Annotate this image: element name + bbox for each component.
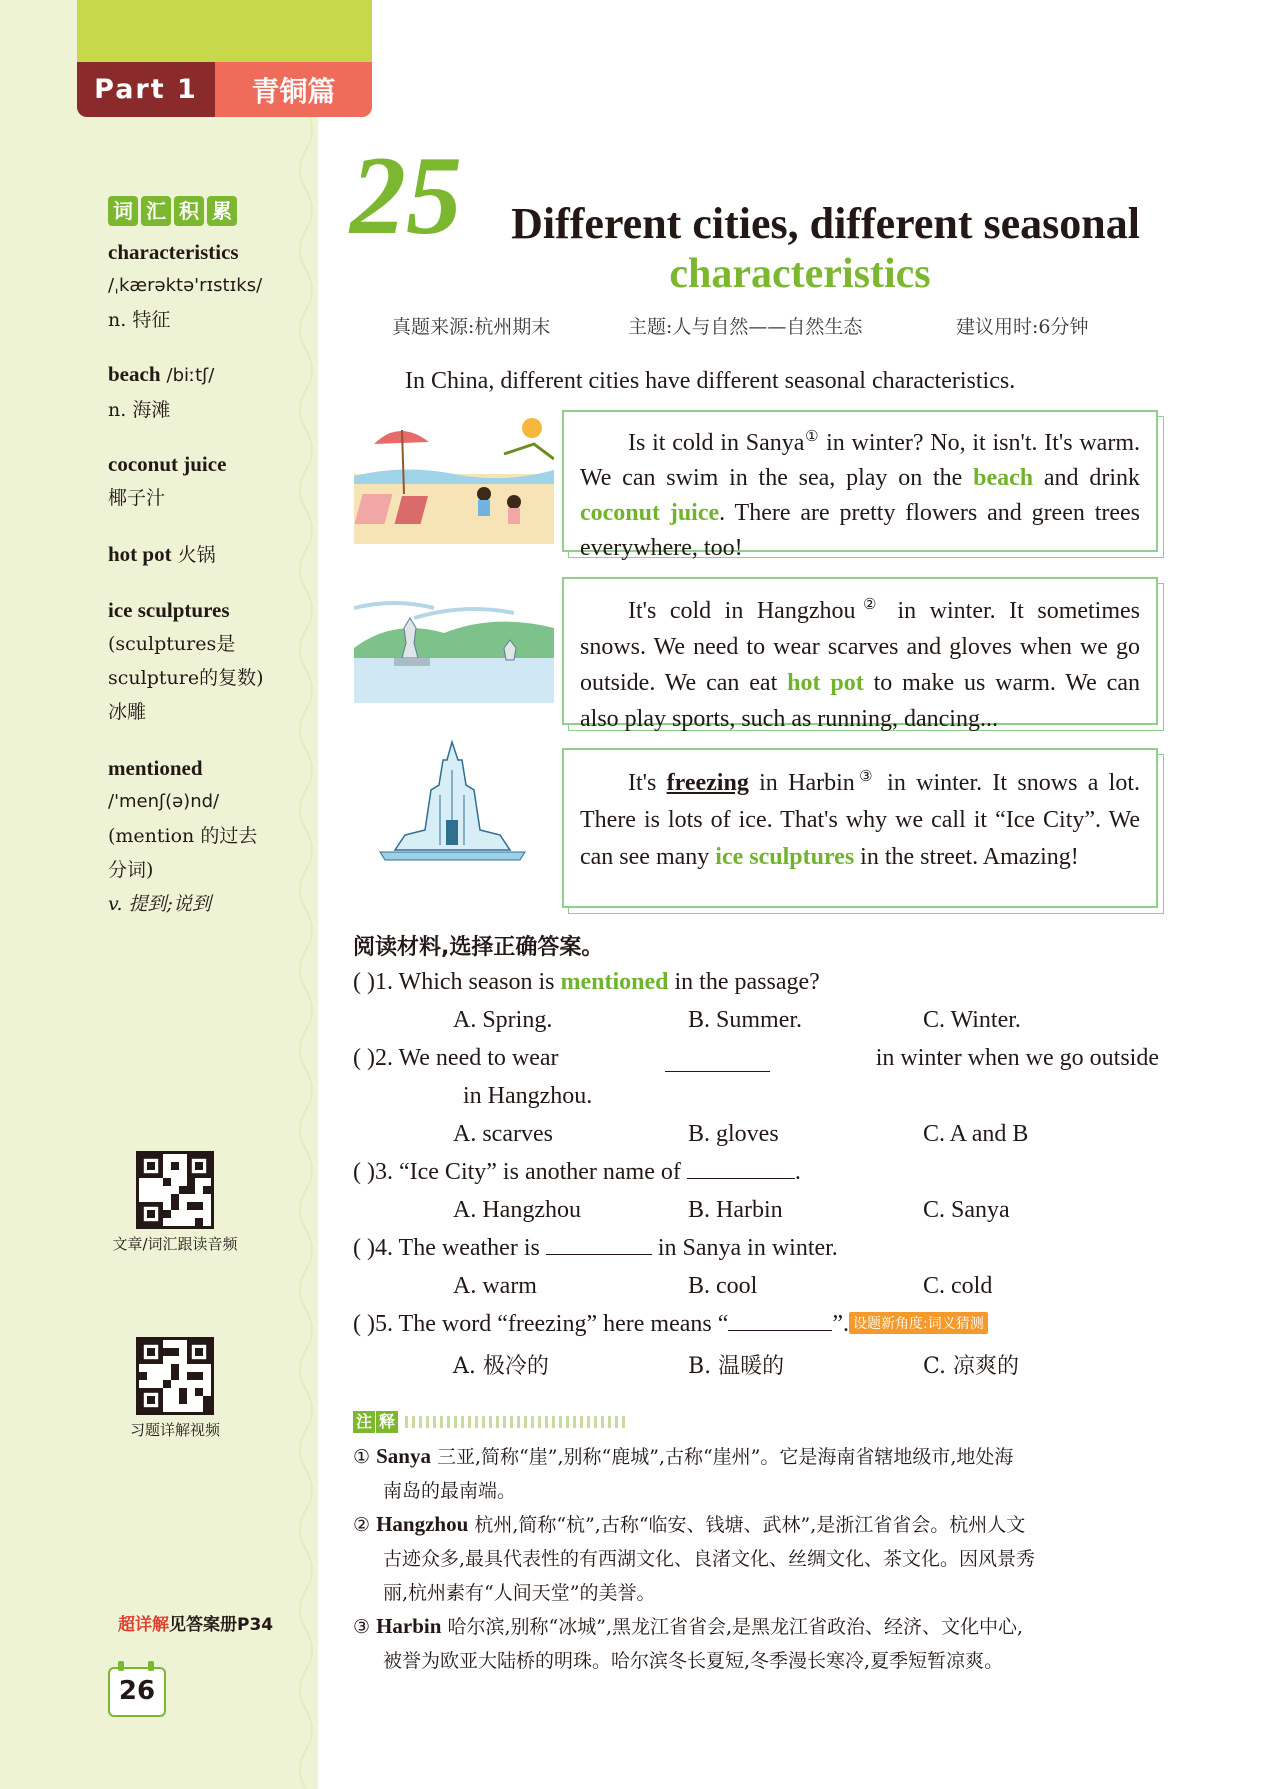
vocab-highlight: mentioned — [560, 969, 669, 995]
page-number: 26 — [108, 1667, 166, 1717]
vocab-highlight: beach — [973, 465, 1034, 491]
passage-text: in winter. It snows a lot. There is lots of ice. That's why we call it “Ice City”. We can see many — [580, 770, 1141, 870]
note-number: ③ — [353, 1616, 371, 1638]
passage-text: in the street. Amazing! — [854, 844, 1079, 870]
vocab-meaning: n. 特征 — [108, 309, 171, 331]
vocab-word: ice sculptures — [108, 598, 230, 622]
question-text: ( )2. We need to wear — [353, 1045, 559, 1071]
q5-option-a[interactable]: A. 极冷的 — [453, 1354, 549, 1379]
q1-option-c[interactable]: C. Winter. — [923, 1007, 1021, 1033]
vocab-item-beach — [108, 357, 288, 427]
top-accent-bar — [77, 0, 372, 62]
q4-option-b[interactable]: B. cool — [688, 1273, 758, 1299]
vocab-title-char: 汇 — [141, 196, 171, 226]
note-term: Hangzhou — [376, 1512, 469, 1536]
vocab-meaning: 火锅 — [177, 544, 216, 566]
passage-text: in winter? No, it isn't. It's warm. We can swim in the sea, play on the — [580, 430, 1140, 491]
passage-text: . There are pretty flowers and green trees everywhere, too! — [580, 500, 1140, 561]
beach-illustration — [354, 414, 554, 544]
passage-text: Is it cold in Sanya — [628, 430, 805, 456]
question-5 — [353, 1311, 988, 1338]
ice-castle-illustration — [370, 740, 535, 865]
answer-blank[interactable] — [665, 1045, 770, 1072]
question-text: ( )3. “Ice City” is another name of — [353, 1159, 681, 1185]
note-hangzhou — [353, 1507, 1163, 1610]
page-title: Different cities, different seasonal — [511, 199, 1140, 248]
vocab-note: sculpture的复数) — [108, 667, 264, 689]
note-text: 南岛的最南端。 — [383, 1480, 517, 1502]
intro-sentence: In China, different cities have different seasonal characteristics. — [405, 368, 1016, 394]
footnote-ref[interactable]: ② — [855, 597, 884, 613]
passage-text: It's cold in Hangzhou — [628, 598, 856, 624]
answer-blank[interactable] — [728, 1330, 832, 1331]
sidebar-wave-border — [292, 110, 326, 1789]
vocab-item-mentioned — [108, 751, 288, 921]
qr-code-audio[interactable] — [136, 1151, 214, 1229]
note-sanya — [353, 1439, 1163, 1508]
vocab-word: characteristics — [108, 240, 239, 264]
vocab-meaning: 椰子汁 — [108, 487, 166, 509]
q5-option-b[interactable]: B. 温暖的 — [688, 1354, 785, 1379]
unit-number: 25 — [350, 134, 462, 258]
meta-time: 建议用时:6分钟 — [956, 316, 1089, 338]
vocab-note: (sculptures是 — [108, 633, 236, 655]
vocab-highlight: hot pot — [787, 670, 864, 696]
passage-harbin — [562, 748, 1158, 908]
q1-option-b[interactable]: B. Summer. — [688, 1007, 803, 1033]
q3-option-a[interactable]: A. Hangzhou — [453, 1197, 581, 1223]
q1-option-a[interactable]: A. Spring. — [453, 1007, 553, 1033]
vocab-word: beach — [108, 362, 161, 386]
q2-option-a[interactable]: A. scarves — [453, 1121, 553, 1147]
passage-text: in winter. It sometimes snows. We need to wear scarves and gloves when we go outside. We can eat — [580, 598, 1141, 696]
question-text: ( )5. The word “freezing” here means “ — [353, 1311, 729, 1337]
part-tab: Part 1 — [77, 62, 215, 117]
vocab-item-coconut-juice — [108, 447, 288, 515]
qr-code-icon — [139, 1154, 211, 1226]
question-1 — [353, 969, 820, 996]
q4-option-a[interactable]: A. warm — [453, 1273, 537, 1299]
west-lake-illustration — [354, 588, 554, 703]
note-text: 被誉为欧亚大陆桥的明珠。哈尔滨冬长夏短,冬季漫长寒冷,夏季短暂凉爽。 — [383, 1650, 1004, 1672]
q2-option-b[interactable]: B. gloves — [688, 1121, 779, 1147]
meta-theme: 主题:人与自然——自然生态 — [628, 316, 863, 338]
answer-reference — [118, 1610, 273, 1635]
question-text: ( )1. Which season is — [353, 969, 561, 995]
footnote-ref[interactable]: ③ — [854, 769, 877, 785]
vocab-word: coconut juice — [108, 452, 227, 476]
question-text: ”. — [832, 1311, 850, 1337]
q5-option-c[interactable]: C. 凉爽的 — [923, 1354, 1020, 1379]
question-text: ( )4. The weather is — [353, 1235, 540, 1261]
vocab-note: (mention 的过去 — [108, 825, 258, 847]
vocab-word: hot pot — [108, 542, 172, 566]
passage-sanya — [562, 410, 1158, 561]
meta-source: 真题来源:杭州期末 — [392, 316, 551, 338]
vocab-phonetic: /'menʃ(ə)nd/ — [108, 791, 220, 812]
q3-option-c[interactable]: C. Sanya — [923, 1197, 1010, 1223]
passage-hangzhou — [562, 577, 1158, 732]
note-harbin — [353, 1609, 1163, 1678]
notes-divider — [405, 1416, 625, 1428]
question-4 — [353, 1235, 838, 1262]
vocab-word: mentioned — [108, 756, 203, 780]
answer-ref-highlight: 超详解 — [118, 1615, 169, 1635]
question-tag-badge: 设题新角度:词义猜测 — [849, 1312, 988, 1334]
notes-title — [353, 1411, 625, 1433]
q4-option-c[interactable]: C. cold — [923, 1273, 993, 1299]
passage-text: in Harbin — [748, 770, 855, 796]
note-term: Harbin — [376, 1614, 442, 1638]
vocab-item-characteristics — [108, 235, 288, 337]
vocab-phonetic: /biːtʃ/ — [166, 365, 215, 386]
notes-title-char: 注 — [353, 1411, 375, 1433]
note-text: 哈尔滨,别称“冰城”,黑龙江省省会,是黑龙江省政治、经济、文化中心, — [441, 1616, 1024, 1638]
notes-title-char: 释 — [376, 1411, 398, 1433]
question-text: . — [794, 1159, 801, 1185]
note-number: ② — [353, 1514, 371, 1536]
footnote-ref[interactable]: ① — [804, 429, 820, 445]
underlined-word: freezing — [666, 770, 749, 796]
vocab-meaning: v. 提到;说到 — [108, 893, 211, 915]
answer-blank[interactable] — [687, 1178, 795, 1179]
answer-blank[interactable] — [546, 1254, 652, 1255]
vocab-highlight: coconut juice — [580, 500, 720, 526]
qr-code-icon — [139, 1340, 211, 1412]
qr-video-label: 习题详解视频 — [129, 1421, 220, 1439]
note-number: ① — [353, 1446, 371, 1468]
question-text: in winter when we go outside — [875, 1045, 1159, 1071]
vocab-title-char: 积 — [174, 196, 204, 226]
vocab-item-ice-sculptures — [108, 593, 288, 729]
q3-option-b[interactable]: B. Harbin — [688, 1197, 783, 1223]
vocab-title-char: 词 — [108, 196, 138, 226]
vocab-meaning: n. 海滩 — [108, 399, 171, 421]
qr-code-video[interactable] — [136, 1337, 214, 1415]
passage-text: to make us warm. We can also play sports, such as running, dancing... — [580, 670, 1140, 732]
note-term: Sanya — [376, 1444, 431, 1468]
vocab-note: 分词) — [108, 859, 154, 881]
question-text: in the passage? — [668, 969, 820, 995]
question-3 — [353, 1159, 801, 1186]
level-tab: 青铜篇 — [215, 62, 372, 117]
note-text: 三亚,简称“崖”,别称“鹿城”,古称“崖州”。它是海南省辖地级市,地处海 — [430, 1446, 1014, 1468]
note-text: 杭州,简称“杭”,古称“临安、钱塘、武林”,是浙江省省会。杭州人文 — [468, 1514, 1026, 1536]
passage-text: It's — [628, 770, 667, 796]
qr-audio-label: 文章/词汇跟读音频 — [112, 1235, 238, 1253]
page-title-line2: characteristics — [669, 251, 931, 297]
note-text: 丽,杭州素有“人间天堂”的美誉。 — [383, 1582, 656, 1604]
vocab-phonetic: /ˌkærəktə'rɪstɪks/ — [108, 275, 263, 296]
vocab-title-char: 累 — [207, 196, 237, 226]
vocab-item-hot-pot — [108, 537, 288, 572]
question-2-cont: in Hangzhou. — [463, 1083, 593, 1109]
question-2 — [353, 1045, 1159, 1072]
q2-option-c[interactable]: C. A and B — [923, 1121, 1029, 1147]
note-text: 古迹众多,最具代表性的有西湖文化、良渚文化、丝绸文化、茶文化。因风景秀 — [383, 1548, 1036, 1570]
question-text: in Sanya in winter. — [657, 1235, 838, 1261]
vocab-section-title — [108, 196, 237, 226]
exercise-instruction: 阅读材料,选择正确答案。 — [353, 935, 604, 960]
vocab-meaning: 冰雕 — [108, 701, 147, 723]
vocab-highlight: ice sculptures — [715, 844, 855, 870]
passage-text: and drink — [1033, 465, 1141, 491]
answer-ref-text: 见答案册P34 — [169, 1615, 274, 1635]
